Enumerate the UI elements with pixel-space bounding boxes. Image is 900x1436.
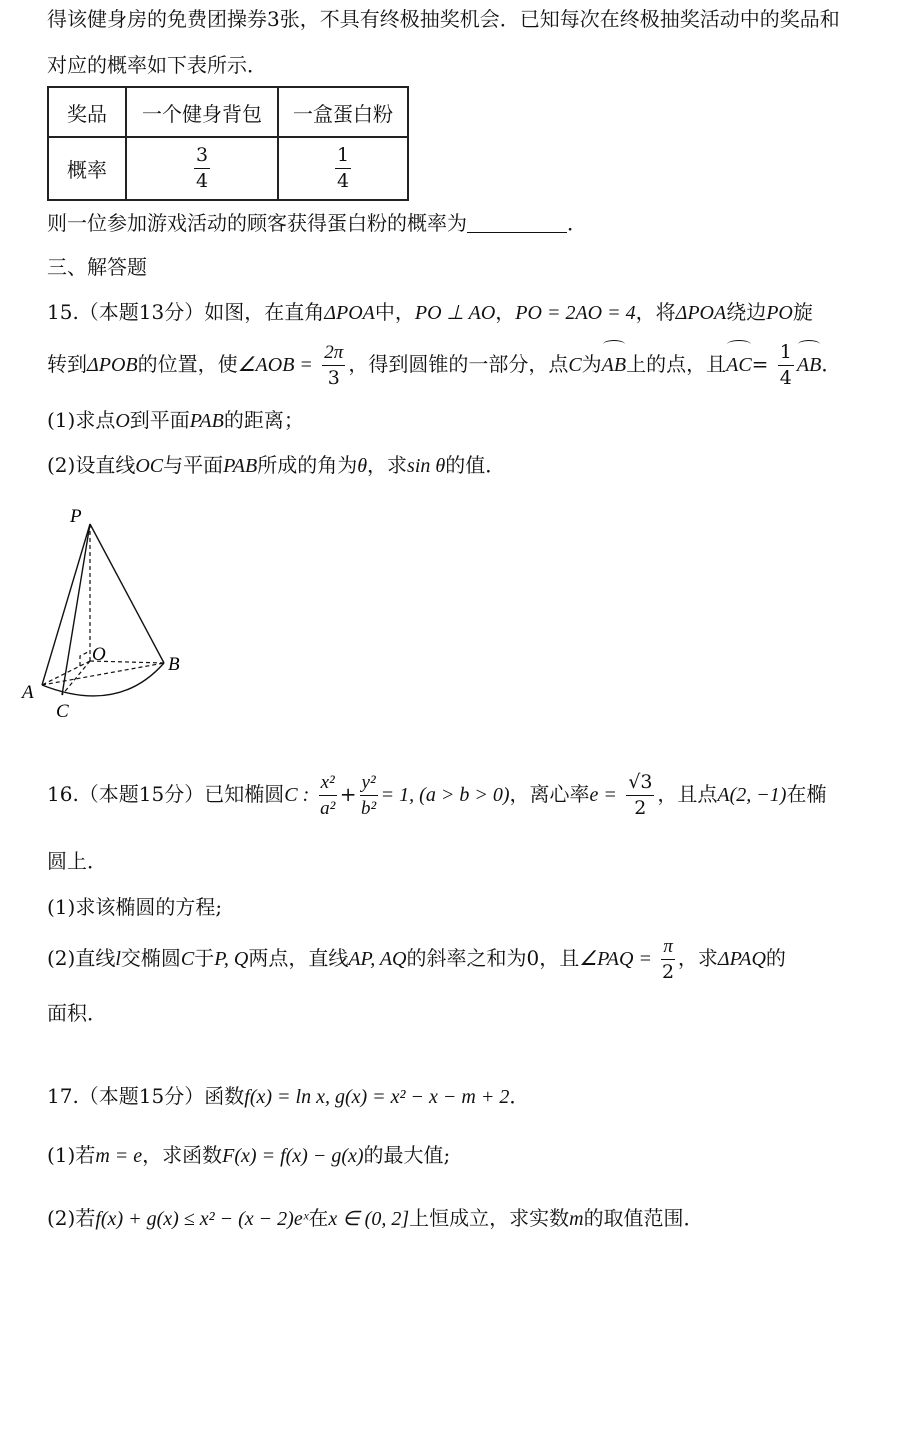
math-arc: AC [726,343,752,387]
q17-line-1 [47,1081,529,1112]
math-plane: PAB [223,455,258,477]
text: ． [821,352,842,376]
math-triangle: ΔPAQ [717,948,766,970]
text: ，得到圆锥的一部分，点 [348,352,569,376]
q15-line-2 [47,342,841,388]
text: (1)求点 [47,408,116,432]
text: 中， [374,300,415,324]
text: 所成的角为 [257,453,358,477]
numerator: 1 [778,343,794,366]
math-arc: AB [797,343,821,387]
denominator: 4 [779,367,792,389]
math-triangle: ΔPOA [675,302,727,324]
text: 的 [765,946,786,970]
math-edge: PO [766,302,793,324]
math-lines: AP, AQ [348,948,407,970]
math-triangle: ΔPOA [324,302,375,324]
angle-fraction [661,937,675,982]
math-equation: PO = 2AO = 4 [515,302,636,324]
math-arc: AB [602,343,626,387]
q17-sub2 [47,1203,704,1234]
text: 到平面 [129,408,190,432]
table-header-cell: 一盒蛋白粉 [278,87,408,137]
numerator: 1 [335,146,351,169]
edge-ab [42,663,164,685]
text: ，将 [635,300,676,324]
denominator: 4 [195,170,209,192]
text: (2)设直线 [47,453,136,477]
math-domain: x ∈ (0, 2] [328,1208,410,1230]
text: 交椭圆 [120,946,181,970]
text: 的取值范围． [583,1206,704,1230]
e-fraction [626,773,654,818]
text: ，求 [367,453,408,477]
text: + [339,782,357,806]
label-c: C [56,701,69,722]
math-m: m = e [95,1145,143,1167]
q14-text: 则一位参加游戏活动的顾客获得蛋白粉的概率为 [47,211,467,235]
math-points: P, Q [214,948,249,970]
math-line: l [115,948,121,970]
math-angle: ∠AOB = [237,354,313,376]
text: 旋 [792,300,813,324]
math-point: A(2, −1) [717,784,787,806]
text: 绕边 [726,300,767,324]
text: ，求 [677,946,718,970]
text: ． [509,1084,530,1108]
table-row [48,137,408,200]
denominator: 3 [327,367,340,389]
numerator: 3 [194,146,210,169]
text: 两点，直线 [248,946,349,970]
text: 为 [581,352,602,376]
table-header-cell: 一个健身背包 [126,87,278,137]
text: 于 [194,946,215,970]
prize-table [47,86,409,201]
math-ellipse: C : [284,784,310,806]
intro-line-2: 对应的概率如下表所示． [47,53,267,77]
denominator: 4 [336,170,350,192]
math-inequality: f(x) + g(x) ≤ x² − (x − 2)eˣ [95,1208,309,1230]
q15-prefix: 15.（本题13分）如图，在直角 [47,300,325,324]
q15-sub2 [47,450,505,481]
numerator: y² [360,773,378,796]
text: (2)若 [47,1206,96,1230]
intro-line-1: 得该健身房的免费团操券3张，不具有终极抽奖机会．已知每次在终极抽奖活动中的奖品和 [47,7,840,31]
q17-prefix: 17.（本题15分）函数 [47,1084,245,1108]
table-cell [278,137,408,200]
text: 的值． [445,453,506,477]
x-fraction [319,773,337,818]
math-ellipse: C [180,948,195,970]
q16-prefix: 16.（本题15分）已知椭圆 [47,782,285,806]
text: 上恒成立，求实数 [409,1206,570,1230]
cone-figure [18,500,218,730]
edge-pc [62,524,90,695]
edge-pb [90,524,164,663]
probability-fraction [194,146,210,191]
math-point: O [115,410,130,432]
text: 的距离； [223,408,304,432]
numerator: x² [319,773,337,796]
label-a: A [22,682,34,703]
q16-sub2 [47,933,786,984]
label-b: B [168,654,180,675]
denominator: 2 [634,797,647,819]
text: ，求函数 [142,1143,223,1167]
math-function-F: F(x) = f(x) − g(x) [222,1145,364,1167]
text: 在 [308,1206,329,1230]
text: ，且点 [657,782,718,806]
math-theta: θ [357,455,368,477]
q16-line-1 [47,766,826,823]
text: = [751,352,769,376]
math-angle: ∠PAQ = [579,948,652,970]
table-row-label: 概率 [48,137,126,200]
label-p: P [70,506,82,527]
math-equation: = 1, (a > b > 0) [380,784,510,806]
q16-line-2: 圆上． [47,849,107,873]
text: 上的点，且 [626,352,727,376]
text: 在椭 [786,782,827,806]
math-sin: sin θ [407,455,446,477]
text: 的最大值; [363,1143,451,1167]
text: (1)若 [47,1143,96,1167]
text: 的斜率之和为0，且 [406,946,580,970]
q16-line-3: 面积． [47,1001,107,1025]
text: 的位置，使 [137,352,238,376]
q15-sub1 [47,405,304,436]
math-perp: PO ⊥ AO [414,302,496,324]
text: ，离心率 [509,782,590,806]
table-cell [126,137,278,200]
section-heading: 三、解答题 [47,255,147,279]
math-point: C [568,354,582,376]
y-fraction [360,773,378,818]
table-header-row [48,87,408,137]
math-eccentricity: e = [589,784,617,806]
arc-ab [42,663,164,696]
text: (2)直线 [47,946,116,970]
q16-sub1: (1)求该椭圆的方程; [47,895,223,919]
q14-period: ． [567,211,587,235]
math-plane: PAB [189,410,224,432]
numerator: π [661,937,675,960]
text: ， [495,300,516,324]
text: 与平面 [163,453,224,477]
math-m: m [569,1208,584,1230]
edge-pa [42,524,90,685]
denominator: b² [361,798,377,819]
denominator: a² [320,798,336,819]
table-header-cell: 奖品 [48,87,126,137]
label-o: O [92,644,106,665]
angle-fraction [322,343,345,388]
math-line: OC [135,455,164,477]
denominator: 2 [662,961,675,983]
q14-answer-line [47,208,587,238]
text: 转到 [47,352,87,376]
answer-blank[interactable] [467,212,567,233]
q15-line-1 [47,297,813,328]
probability-fraction [335,146,351,191]
math-triangle: ΔPOB [87,354,138,376]
arc-fraction [778,343,794,388]
math-functions: f(x) = ln x, g(x) = x² − x − m + 2 [244,1086,510,1108]
numerator: √3 [626,773,654,796]
q17-sub1 [47,1140,450,1171]
numerator: 2π [322,343,345,366]
